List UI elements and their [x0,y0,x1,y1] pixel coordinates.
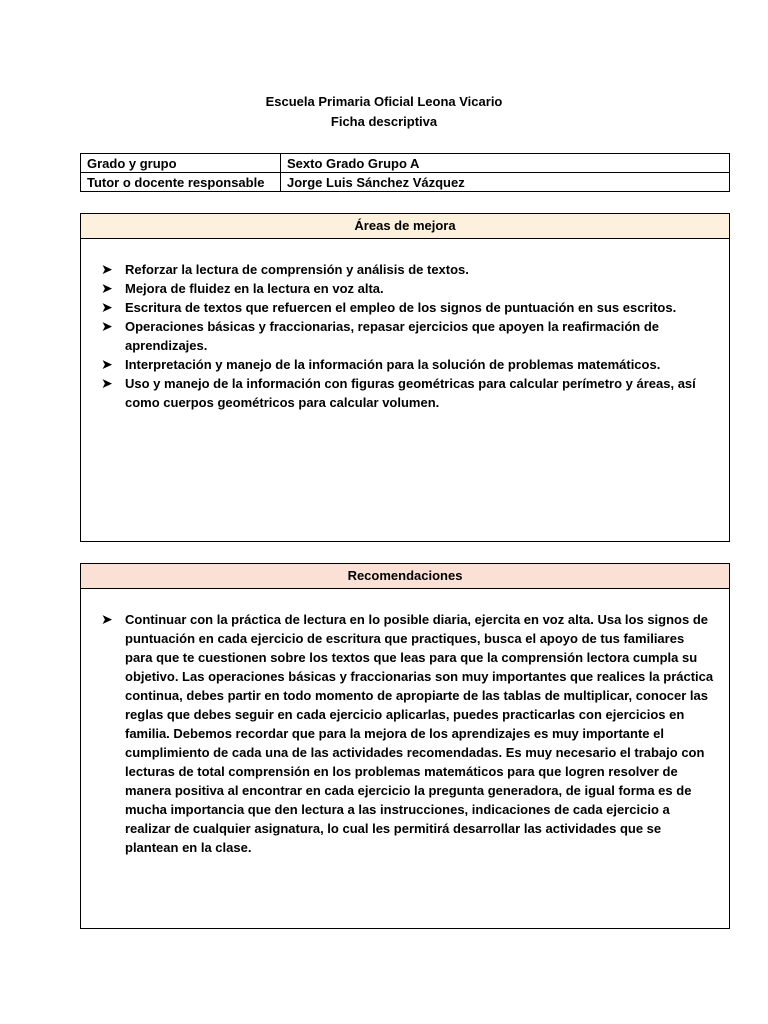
list-item-text: Continuar con la práctica de lectura en lo posible diaria, ejercita en voz alta. Usa los signos de puntuación en cada ejercicio de escritura que practiques, busca el apoyo de tus familiares para que te cuestionen sobre los textos que leas para que la comprensión lectora cumpla su objetivo. Las operaciones básicas y fraccionarias son muy importantes que realices la práctica continua, debes partir en todo momento de apropiarte de las tablas de multiplicar, conocer las reglas que debes seguir en cada ejercicio aplicarlas, puedes practicarlas con ejercicios en familia. Debemos recordar que para la mejora de los aprendizajes es muy importante el cumplimiento de cada una de las actividades recomendadas. Es muy necesario el trabajo con lecturas de total comprensión en los problemas matemáticos para que logren resolver de manera positiva al encontrar en cada ejercicio la pregunta generadora, de igual forma es de mucha importancia que den lectura a las instrucciones, indicaciones de cada ejercicio a realizar de cualquier asignatura, lo cual les permitirá desarrollar las actividades que se plantean en la clase. [125,612,714,855]
list-item [81,298,729,317]
list-item-text: Mejora de fluidez en la lectura en voz alta. [125,281,384,296]
list-item-text: Interpretación y manejo de la información para la solución de problemas matemáticos. [125,357,661,372]
recomendaciones-section [80,563,730,929]
arrowhead-bullet-icon: ➤ [101,318,113,334]
list-item-text: Escritura de textos que refuercen el empleo de los signos de puntuación en sus escritos. [125,300,677,315]
list-item-text: Reforzar la lectura de comprensión y análisis de textos. [125,262,469,277]
arrowhead-bullet-icon: ➤ [101,280,113,296]
list-item [81,610,729,857]
info-row-grade [81,154,730,173]
info-table [80,153,730,192]
document-title: Ficha descriptiva [330,114,438,129]
list-item [81,355,729,374]
recomendaciones-list [81,589,729,857]
section-heading: Áreas de mejora [81,214,729,239]
arrowhead-bullet-icon: ➤ [101,299,113,315]
arrowhead-bullet-icon: ➤ [101,611,113,627]
info-value: Jorge Luis Sánchez Vázquez [281,173,730,192]
list-item [81,374,729,412]
arrowhead-bullet-icon: ➤ [101,356,113,372]
info-row-teacher [81,173,730,192]
section-heading: Recomendaciones [81,564,729,589]
info-value: Sexto Grado Grupo A [281,154,730,173]
info-label: Tutor o docente responsable [81,173,281,192]
areas-de-mejora-section [80,213,730,542]
arrowhead-bullet-icon: ➤ [101,261,113,277]
info-label: Grado y grupo [81,154,281,173]
list-item [81,279,729,298]
areas-list [81,239,729,412]
list-item-text: Operaciones básicas y fraccionarias, repasar ejercicios que apoyen la reafirmación de aprendizajes. [125,319,659,353]
list-item-text: Uso y manejo de la información con figuras geométricas para calcular perímetro y áreas, así como cuerpos geométricos para calcular volumen. [125,376,696,410]
arrowhead-bullet-icon: ➤ [101,375,113,391]
list-item [81,260,729,279]
school-name: Escuela Primaria Oficial Leona Vicario [265,94,503,109]
list-item [81,317,729,355]
